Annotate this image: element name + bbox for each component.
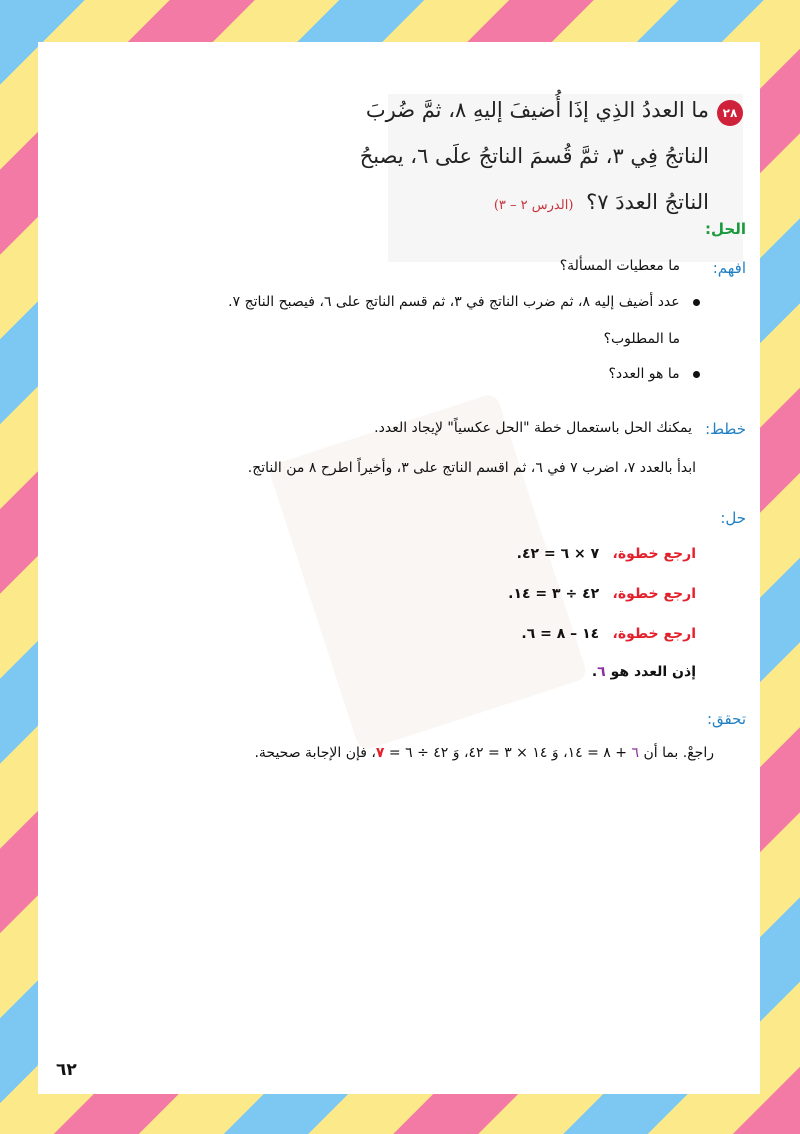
- required-bullet: [608, 366, 700, 382]
- step-label: ارجع خطوة،: [612, 626, 696, 642]
- page-number: ٦٢: [56, 1060, 77, 1080]
- check-part-2: + ٨ = ١٤، وَ ١٤ × ٣ = ٤٢، وَ ٤٢ ÷ ٦ =: [388, 745, 628, 761]
- given-question: ما معطيات المسألة؟: [559, 258, 680, 274]
- solution-label: الحل:: [705, 220, 746, 238]
- plan-line-1: يمكنك الحل باستعمال خطة "الحل عكسياً" لإيجاد العدد.: [374, 420, 692, 436]
- solve-step-3: [521, 626, 696, 642]
- step-label: ارجع خطوة،: [612, 546, 696, 562]
- lesson-reference: (الدرس ٢ – ٣): [493, 198, 574, 213]
- check-value-6: ٦: [631, 745, 639, 761]
- question-box: [359, 94, 743, 262]
- check-label: تحقق:: [706, 710, 746, 728]
- watermark-logo: [268, 392, 589, 751]
- step-label: ارجع خطوة،: [612, 586, 696, 602]
- plan-line-2: ابدأ بالعدد ٧، اضرب ٧ في ٦، ثم اقسم الناتج على ٣، وأخيراً اطرح ٨ من الناتج.: [247, 460, 696, 476]
- solve-step-1: [517, 546, 696, 562]
- check-part-1: راجعْ. بما أن: [643, 745, 714, 761]
- step-equation: ٤٢ ÷ ٣ = ١٤.: [508, 586, 600, 602]
- question-line-3-text: الناتجُ العددَ ٧؟: [586, 190, 709, 214]
- conclusion-suffix: .: [591, 664, 598, 680]
- conclusion: [592, 664, 696, 680]
- given-bullet: [228, 294, 700, 310]
- step-equation: ١٤ – ٨ = ٦.: [521, 626, 600, 642]
- understand-label: افهم:: [712, 259, 746, 277]
- check-line: [254, 745, 714, 761]
- question-line-1: ما العددُ الذِي إذَا أُضيفَ إليهِ ٨، ثمَّ ضُربَ: [365, 98, 709, 122]
- solve-label: حل:: [720, 509, 746, 527]
- required-text: ما هو العدد؟: [608, 366, 680, 382]
- given-text: عدد أضيف إليه ٨، ثم ضرب الناتج في ٣، ثم قسم الناتج على ٦، فيصبح الناتج ٧.: [228, 294, 680, 310]
- page: [38, 42, 760, 1094]
- check-value-7: ٧: [375, 745, 385, 761]
- step-equation: ٧ × ٦ = ٤٢.: [516, 546, 600, 562]
- bullet-icon: [693, 299, 700, 306]
- solve-step-2: [508, 586, 696, 602]
- question-line-3: [494, 190, 709, 214]
- question-number-badge: ٢٨: [717, 100, 743, 126]
- plan-label: خطط:: [705, 420, 746, 438]
- check-part-3: ، فإن الإجابة صحيحة.: [254, 745, 376, 761]
- conclusion-value: ٦: [597, 664, 606, 680]
- bullet-icon: [693, 371, 700, 378]
- question-line-2: الناتجُ فِي ٣، ثمَّ قُسمَ الناتجُ علَى ٦، يصبحُ: [359, 144, 709, 168]
- required-question: ما المطلوب؟: [603, 331, 680, 347]
- conclusion-text: إذن العدد هو: [610, 664, 696, 680]
